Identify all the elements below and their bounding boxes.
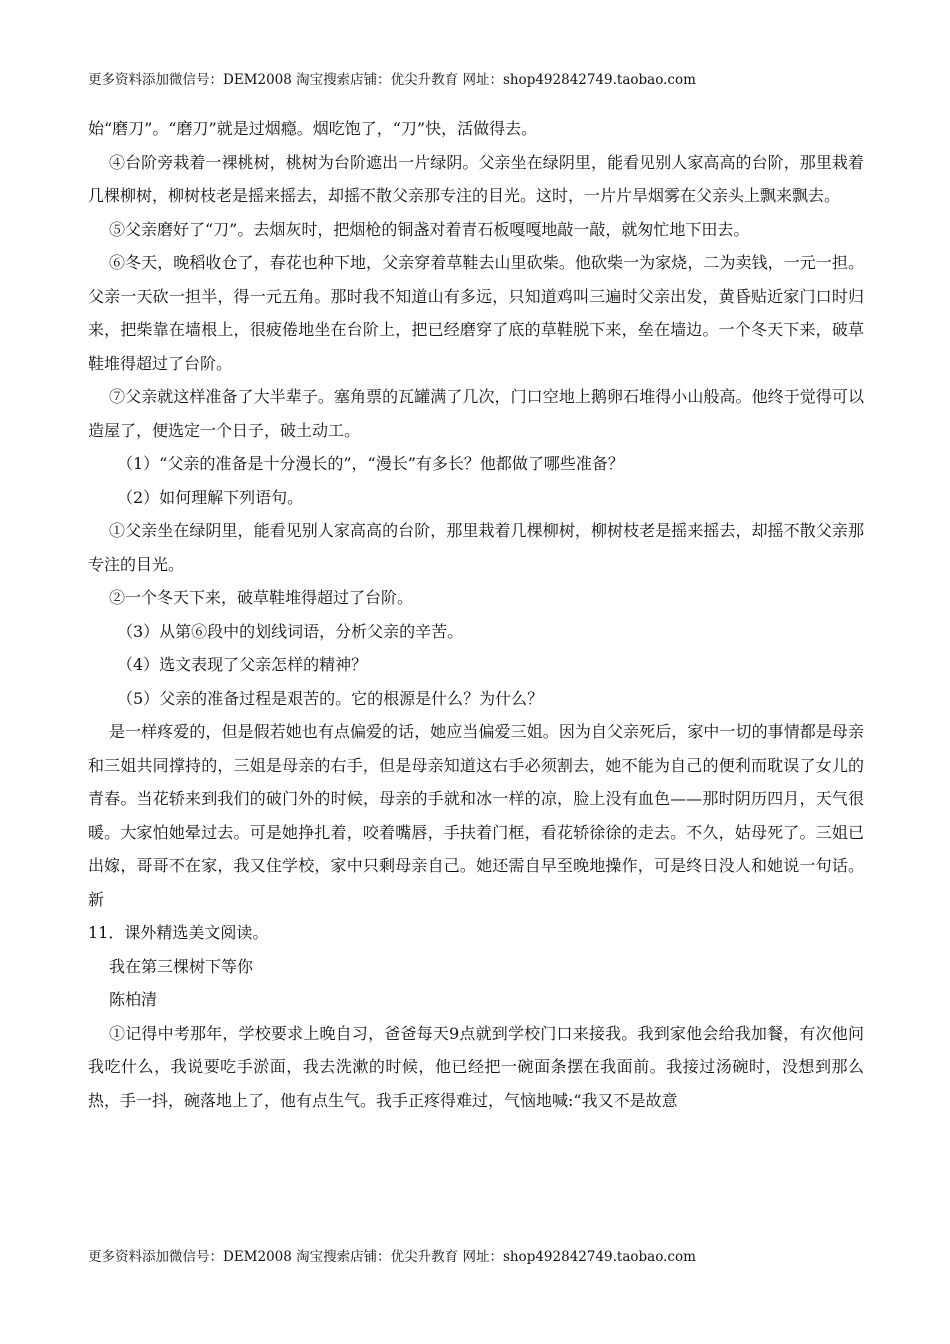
paragraph: ⑤父亲磨好了“刀”。去烟灰时，把烟枪的铜盏对着青石板嘎嘎地敲一敲，就匆忙地下田去。 [109,219,750,239]
paragraph: ⑥冬天，晚稻收仓了，春花也种下地，父亲穿着草鞋去山里砍柴。他砍柴一为家烧，二为卖钱，一元一担。父亲一天砍一担半，得一元五角。那时我不知道山有多远，只知道鸡叫三遍时父亲出发，黄昏贴近家门口时归来，把柴靠在墙根上，很疲倦地坐在台阶上，把已经磨穿了底的草鞋脱下来，垒在墙边。一个冬天下来，破草鞋堆得超过了台阶。 [88,253,864,373]
article-title: 我在第三棵树下等你 [109,956,254,976]
page-footer: 更多资料添加微信号：DEM2008 淘宝搜索店铺：优尖升教育 网址：shop492842749.taobao.com [88,1249,696,1265]
article-author: 陈柏清 [109,990,158,1009]
paragraph: ⑦父亲就这样准备了大半辈子。塞角票的瓦罐满了几次，门口空地上鹅卵石堆得小山般高。他终于觉得可以造屋了，便选定一个日子，破土动工。 [88,387,864,440]
paragraph: 是一样疼爱的，但是假若她也有点偏爱的话，她应当偏爱三姐。因为自父亲死后，家中一切的事情都是母亲和三姐共同撑持的，三姐是母亲的右手，但是母亲知道这右手必须割去，她不能为自己的便利而耽误了女儿的青春。当花轿来到我们的破门外的时候，母亲的手就和冰一样的凉，脸上没有血色——那时阴历四月，天气很暖。大家怕她晕过去。可是她挣扎着，咬着嘴唇，手扶着门框，看花轿徐徐的走去。不久，姑母死了。三姐已出嫁，哥哥不在家，我又住学校，家中只剩母亲自己。她还需自早至晚地操作，可是终日没人和她说一句话。新 [88,722,864,909]
paragraph: 始“磨刀”。“磨刀”就是过烟瘾。烟吃饱了，“刀”快，活做得去。 [88,119,538,138]
question-1: （1）“父亲的准备是十分漫长的”，“漫长”有多长？他都做了哪些准备？ [117,454,624,473]
paragraph: ④台阶旁栽着一裸桃树，桃树为台阶遮出一片绿阴。父亲坐在绿阴里，能看见别人家高高的台阶，那里栽着几棵柳树，柳树枝老是摇来摇去，却摇不散父亲那专注的目光。这时，一片片旱烟雾在父亲头上飘来飘去。 [88,152,864,205]
question-5: （5）父亲的准备过程是艰苦的。它的根源是什么？为什么？ [117,688,544,708]
question-2: （2）如何理解下列语句。 [117,487,304,507]
question-2-item-2: ②一个冬天下来，破草鞋堆得超过了台阶。 [109,588,414,607]
page-header: 更多资料添加微信号：DEM2008 淘宝搜索店铺：优尖升教育 网址：shop492842749.taobao.com [88,72,696,88]
section-heading: 11．课外精选美文阅读。 [88,923,269,942]
question-2-item-1: ①父亲坐在绿阴里，能看见别人家高高的台阶，那里栽着几棵柳树，柳树枝老是摇来摇去，却摇不散父亲那专注的目光。 [88,521,864,574]
article-body [88,112,864,1117]
paragraph: ①记得中考那年，学校要求上晚自习，爸爸每天9点就到学校门口来接我。我到家他会给我加餐，有次他问我吃什么，我说要吃手淤面，我去洗漱的时候，他已经把一碗面条摆在我面前。我接过汤碗时，没想到那么热，手一抖，碗落地上了，他有点生气。我手正疼得难过，气恼地喊:“我又不是故意 [88,1023,864,1110]
question-4: （4）选文表现了父亲怎样的精神？ [117,655,368,674]
question-3: （3）从第⑥段中的划线词语，分析父亲的辛苦。 [117,621,464,641]
